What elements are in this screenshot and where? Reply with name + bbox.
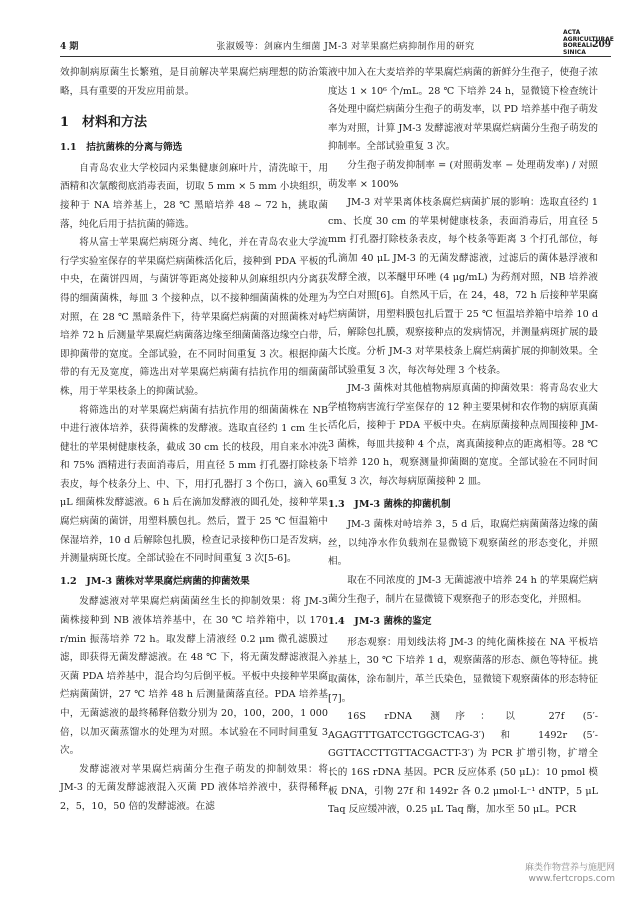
paragraph: 将从富士苹果腐烂病斑分离、纯化，并在青岛农业大学流行学实验室保存的苹果腐烂病菌株活化后，接种到 PDA 平板的中央，在菌饼四周，与菌饼等距离处接种从剑麻组织内分离获得的细菌菌株，每皿 3 个接种点，以不接种细菌菌株的处理为对照，在 28 ℃ 黑暗条件下，待苹果腐烂病菌的对照菌株对峙培养 72 h 后测量苹果腐烂病菌落边缘至细菌菌落边缘空白带，即抑菌带的宽度。全部试验，在不同时间重复 3 次。根据抑菌带的有无及宽度，筛选出对苹果腐烂病菌有拮抗作用的细菌菌株，用于苹果枝条上的抑菌试验。	[60, 237, 328, 397]
section-heading-materials-methods: 1 材料和方法	[60, 115, 148, 131]
subsection-heading-1-1: 1.1 拮抗菌株的分离与筛选	[60, 142, 183, 154]
watermark-site-name: 麻类作物营养与施肥网	[524, 863, 615, 873]
paragraph: 将筛选出的对苹果腐烂病菌有拮抗作用的细菌菌株在 NB 中进行液体培养，获得菌株的发酵液。选取直径约 1 cm 生长健壮的苹果树健康枝条，截成 30 cm 长的枝段，用自来水冲洗和 75% 酒精进行表面消毒后，用直径 5 mm 打孔器打除枝条表皮，每个枝条分上、中、下，用打孔器打 3 个伤口，滴入 60 μL 细菌株发酵滤液。6 h 后在滴加发酵液的圆孔处，接种苹果腐烂病菌的菌饼，用塑料膜包扎。然后，置于 25 ℃ 恒温箱中保湿培养，10 d 后解除包扎膜，检查记录接种伤口是否发病，并测量病斑长度。全部试验在不同时间重复 3 次[5-6]。	[60, 404, 328, 565]
formula: 分生孢子萌发抑制率 = (对照萌发率 − 处理萌发率) / 对照萌发率 × 100%	[328, 159, 598, 190]
paragraph: 16S rDNA 测序：以 27f (5′-AGAGTTTGATCCTGGCTCAG-3′) 和 1492r (5′-GGTTACCTTGTTACGACTT-3′) 为 PCR 扩增引物，扩增全长的 16S rDNA 基因。PCR 反应体系 (50 μL)：10 pmol 模板 DNA，引物 27f 和 1492r 各 0.2 μmol·L⁻¹ dNTP，5 μL Taq 反应缓冲液，0.25 μL Taq 酶，加水至 50 μL。PCR	[328, 711, 598, 816]
paragraph: 取在不同浓度的 JM-3 无菌滤液中培养 24 h 的苹果腐烂病菌分生孢子，制片在显微镜下观察孢子的形态变化，并照相。	[328, 575, 598, 605]
left-column	[60, 64, 328, 817]
paragraph: JM-3 菌株对其他植物病原真菌的抑菌效果：将青岛农业大学植物病害流行学室保存的 12 种主要果树和农作物的病原真菌活化后，接种于 PDA 平板中央。在病原菌接种点周围接种 JM-3 菌株，每皿共接种 4 个点，离真菌接种点的距离相等。28 ℃ 下培养 120 h，观察测量抑菌圈的宽度。全部试验在不同时间重复 3 次，每次每病原菌接种 2 皿。	[328, 383, 598, 488]
paragraph: 发酵滤液对苹果腐烂病菌菌丝生长的抑制效果：将 JM-3 菌株接种到 NB 液体培养基中，在 30 ℃ 培养箱中，以 170 r/min 振荡培养 72 h。取发酵上清液经 0.2 μm 微孔滤膜过滤，即获得无菌发酵滤液。在 48 ℃ 下，将无菌发酵滤液混入灭菌 PDA 培养基中，混合均匀后倒平板。平板中央接种苹果腐烂病菌菌饼，27 ℃ 培养 48 h 后测量菌落直径。PDA 培养基中，无菌滤液的最终稀释倍数分别为 20，100，200，1 000 倍，以加灭菌蒸馏水的处理为对照。本试验在不同时间重复 3 次。	[60, 596, 328, 757]
watermark-url: www.fertcrops.com	[528, 874, 615, 884]
page-number: 209	[592, 40, 611, 50]
site-watermark	[525, 863, 615, 885]
subsection-heading-1-4: 1.4 JM-3 菌株的鉴定	[328, 616, 432, 628]
paragraph: 发酵滤液对苹果腐烂病菌分生孢子萌发的抑制效果：将 JM-3 的无菌发酵滤液混入灭菌 PD 液体培养液中，获得稀释 2，5，10，50 倍的发酵滤液。在滤	[60, 763, 328, 812]
subsection-heading-1-2: 1.2 JM-3 菌株对苹果腐烂病菌的抑菌效果	[60, 575, 250, 587]
issue-label: 4 期	[60, 41, 79, 52]
paragraph: JM-3 菌株对峙培养 3，5 d 后，取腐烂病菌菌落边缘的菌丝，以纯净水作负载剂在显微镜下观察菌丝的形态变化，并照相。	[328, 519, 598, 568]
running-title: 张淑媛等：剑麻内生细菌 JM-3 对苹果腐烂病抑制作用的研究	[216, 41, 475, 52]
journal-logo: ACTA AGRICULTURAE BOREALI-SINICA	[563, 29, 614, 56]
header-rule	[60, 56, 611, 57]
page-header	[60, 36, 611, 54]
paragraph: 液中加入在大麦培养的苹果腐烂病菌的新鲜分生孢子，使孢子浓度达 1 × 10⁶ 个/mL。28 ℃ 下培养 24 h，显微镜下检查统计各处理中腐烂病菌分生孢子的萌发率，以 PD 培养基中孢子萌发率为对照，计算 JM-3 发酵滤液对苹果腐烂病菌分生孢子萌发的抑制率。全部试验重复 3 次。	[328, 67, 598, 153]
paragraph: JM-3 对苹果离体枝条腐烂病菌扩展的影响：选取直径约 1 cm、长度 30 cm 的苹果树健康枝条，表面消毒后，用直径 5 mm 打孔器打除枝条表皮，每个枝条等距离 3 个打孔部位，每孔滴加 40 μL JM-3 的无菌发酵滤液，过滤后的菌体悬浮液和发酵全液，以苯醚甲环唑 (4 μg/mL) 为药剂对照，NB 培养液为空白对照[6]。自然风干后，在 24，48，72 h 后接种苹果腐烂病菌饼，用塑料膜包扎后置于 25 ℃ 恒温培养箱中培养 10 d 后，解除包扎膜，观察接种点的发病情况，并测量病斑扩展的最大长度。分析 JM-3 对苹果枝条上腐烂病菌扩展的抑制效果。全部试验重复 3 次，每次每处理 3 个枝条。	[328, 197, 598, 376]
paragraph: 形态观察：用划线法将 JM-3 的纯化菌株接在 NA 平板培养基上，30 ℃ 下培养 1 d，观察菌落的形态、颜色等特征。挑取菌体，涂布制片，革兰氏染色，显微镜下观察菌体的形态特征[7]。	[328, 636, 598, 704]
intro-paragraph-tail: 效抑制病原菌生长繁殖，是目前解决苹果腐烂病理想的防治策略，具有重要的开发应用前景。	[60, 67, 328, 97]
right-column	[328, 64, 598, 820]
paragraph: 自青岛农业大学校园内采集健康剑麻叶片，清洗晾干，用酒精和次氯酸彻底消毒表面，切取 5 mm × 5 mm 小块组织，接种于 NA 培养基上，28 ℃ 黑暗培养 48 ~ 72 h，挑取菌落，纯化后用于拮抗菌的筛选。	[60, 162, 328, 230]
subsection-heading-1-3: 1.3 JM-3 菌株的抑菌机制	[328, 498, 451, 510]
